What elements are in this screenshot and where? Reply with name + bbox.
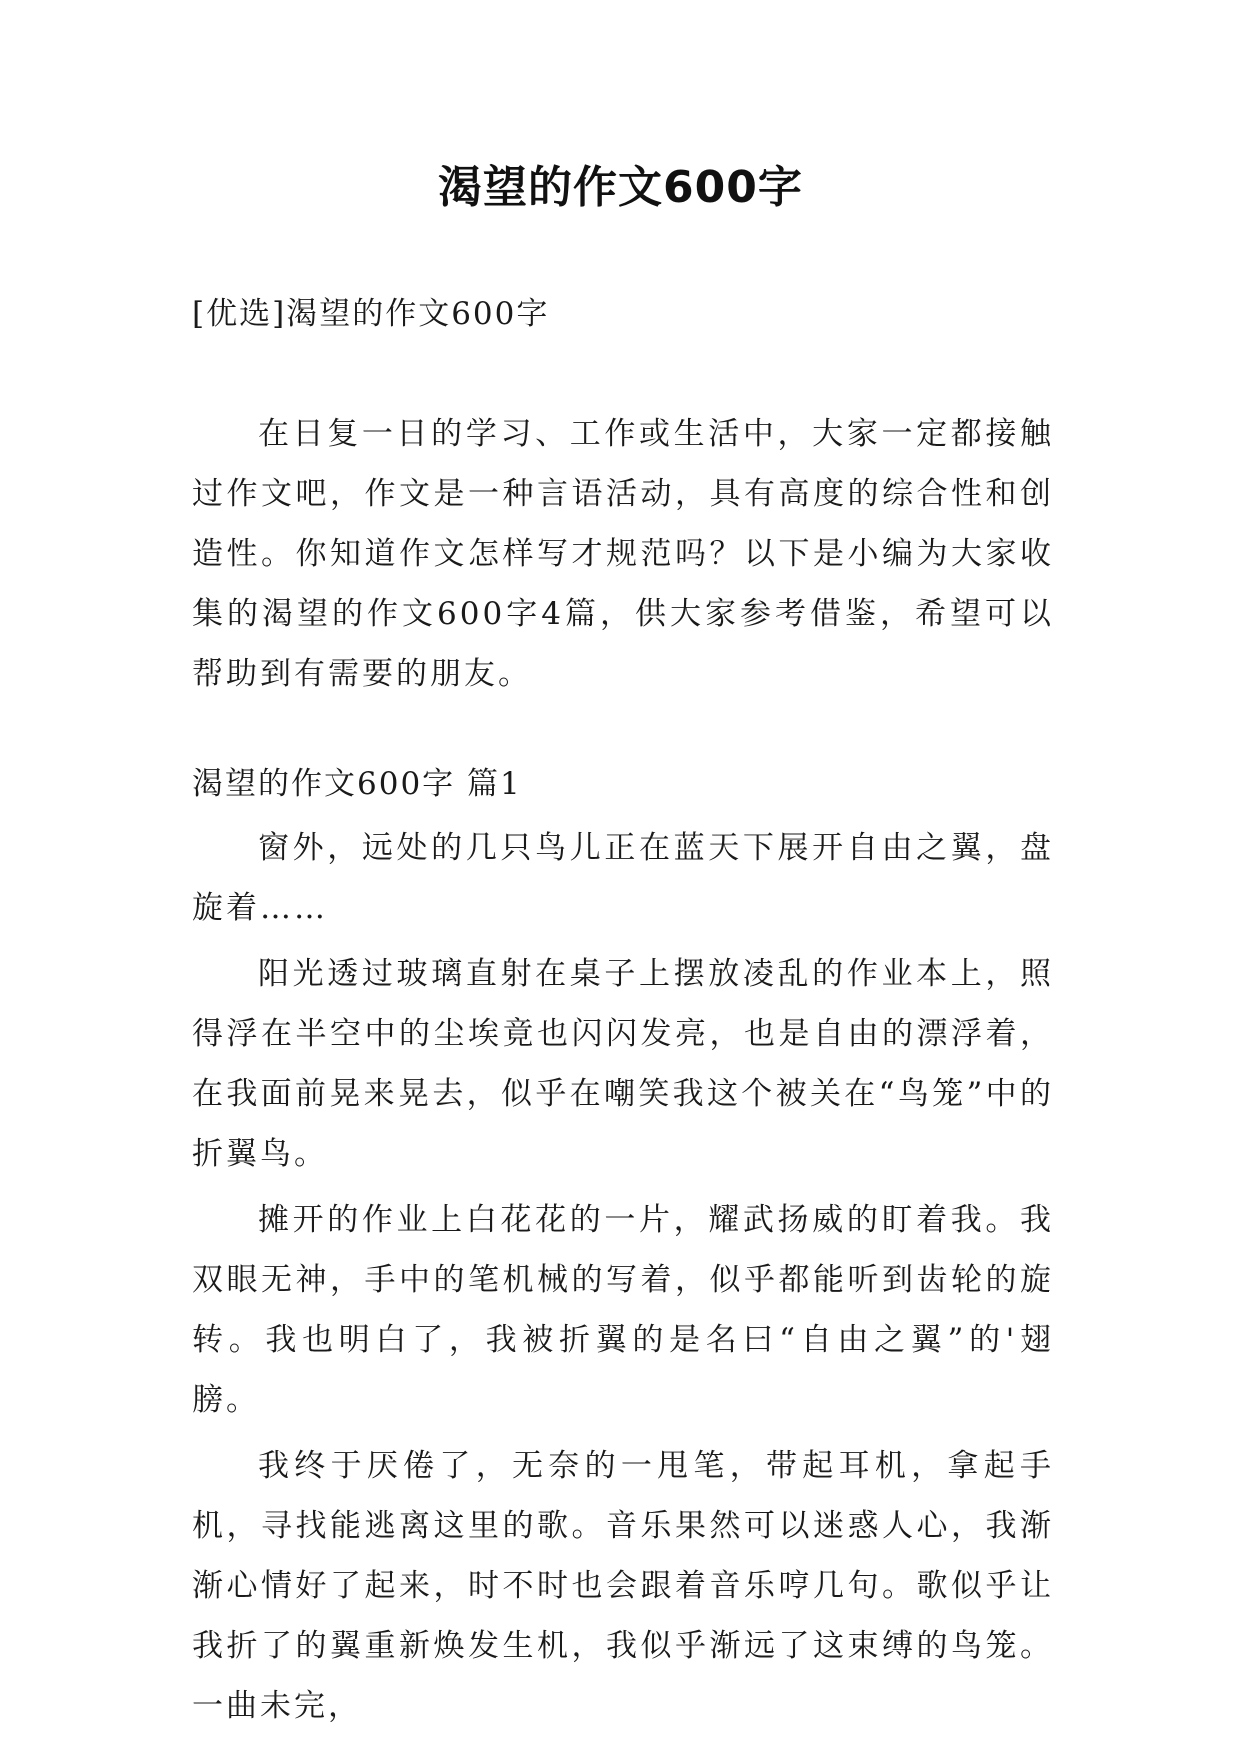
article-body: [192, 818, 1054, 1742]
document-subtitle: [优选]渴望的作文600字: [192, 296, 550, 332]
document-title: 渴望的作文600字: [438, 162, 803, 213]
intro-paragraph: 在日复一日的学习、工作或生活中，大家一定都接触过作文吧，作文是一种言语活动，具有高度的综合性和创造性。你知道作文怎样写才规范吗？以下是小编为大家收集的渴望的作文600字4篇，供大家参考借鉴，希望可以帮助到有需要的朋友。: [192, 416, 1054, 692]
article-paragraph-4: 我终于厌倦了，无奈的一甩笔，带起耳机，拿起手机，寻找能逃离这里的歌。音乐果然可以迷惑人心，我渐渐心情好了起来，时不时也会跟着音乐哼几句。歌似乎让我折了的翼重新焕发生机，我似乎渐远了这束缚的鸟笼。一曲未完，: [192, 1448, 1054, 1724]
article-paragraph-3: 摊开的作业上白花花的一片，耀武扬威的盯着我。我双眼无神，手中的笔机械的写着，似乎都能听到齿轮的旋转。我也明白了，我被折翼的是名曰“自由之翼”的'翅膀。: [192, 1202, 1054, 1418]
article-paragraph-1: 窗外，远处的几只鸟儿正在蓝天下展开自由之翼，盘旋着……: [192, 830, 1054, 926]
section-heading: 渴望的作文600字 篇1: [192, 766, 522, 802]
article-paragraph-2: 阳光透过玻璃直射在桌子上摆放凌乱的作业本上，照得浮在半空中的尘埃竟也闪闪发亮，也是自由的漂浮着，在我面前晃来晃去，似乎在嘲笑我这个被关在“鸟笼”中的折翼鸟。: [192, 956, 1054, 1172]
